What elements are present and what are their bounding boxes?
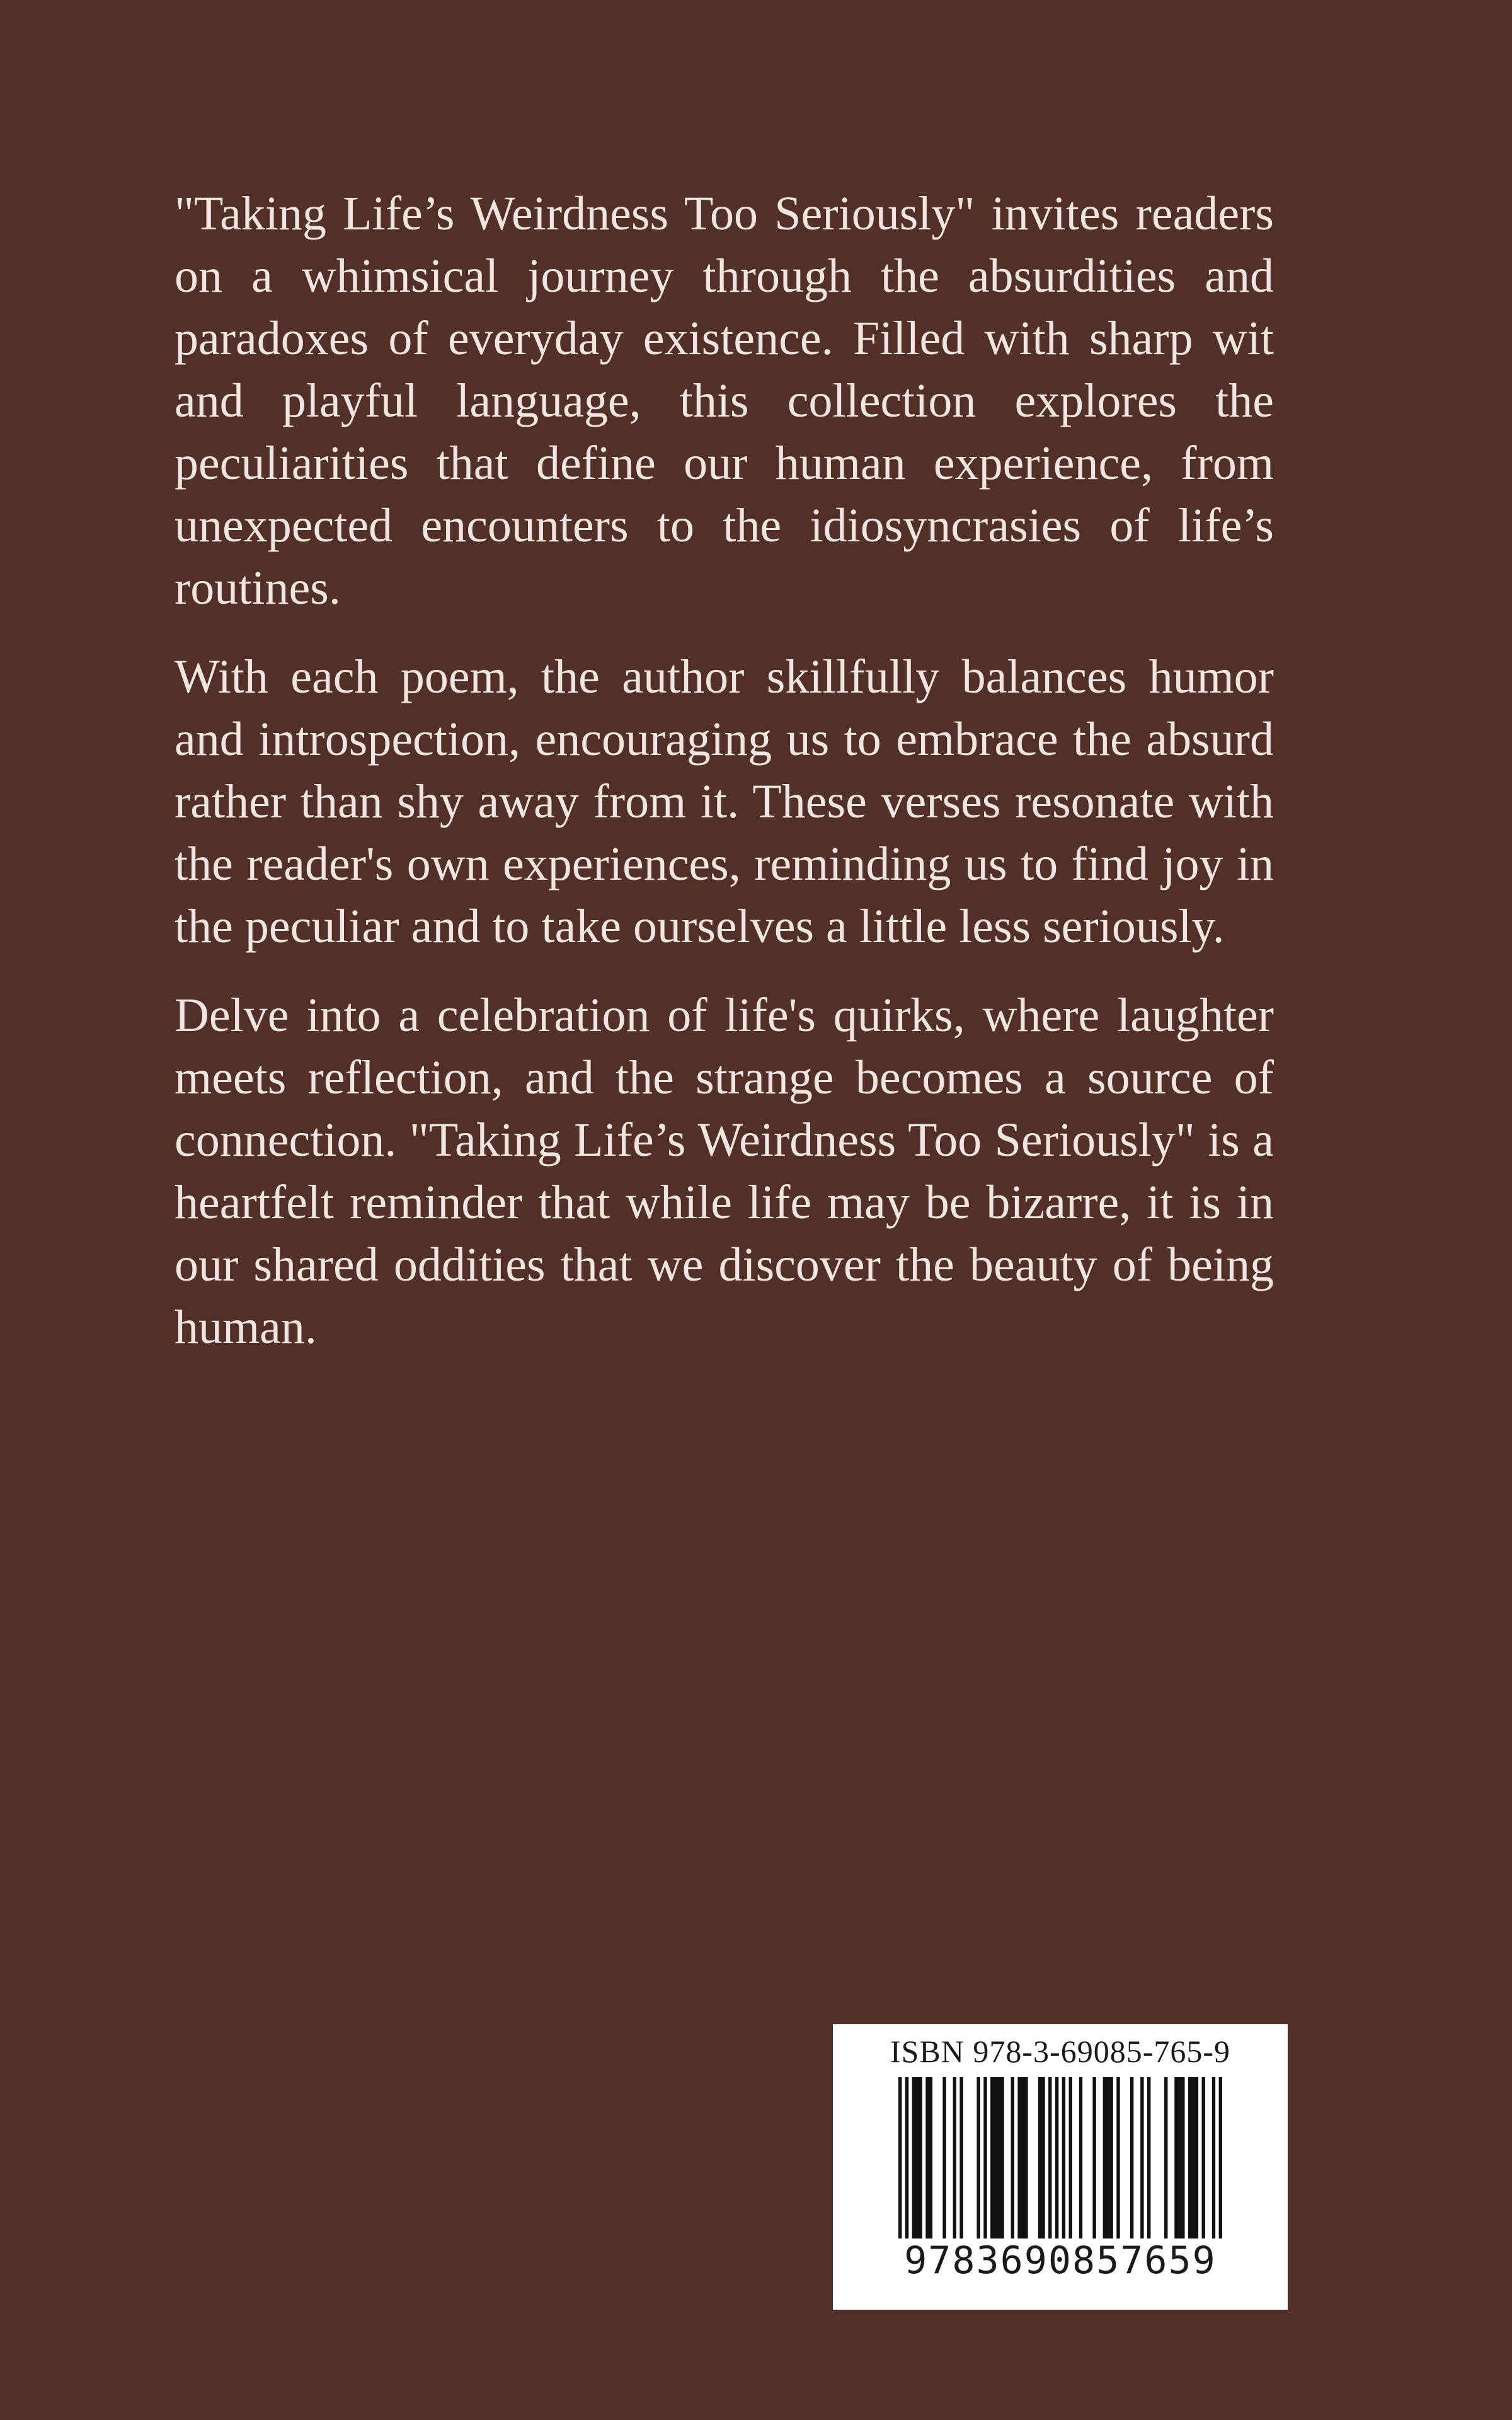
barcode-bar <box>1140 2077 1143 2238</box>
blurb-paragraph-3: Delve into a celebration of life's quirks, where laughter meets reflection, and the strange becomes a source of connection. "Taking Life’s Weirdness Too Seriously" is a heartfelt reminder that while life may be bizarre, it is in our shared oddities that we discover the beauty of being human. <box>175 989 1274 1354</box>
barcode-bar <box>976 2077 980 2238</box>
barcode-bar <box>959 2077 963 2238</box>
barcode-bars <box>898 2077 1222 2238</box>
barcode-bar <box>1048 2077 1051 2238</box>
barcode-bar <box>1079 2077 1082 2238</box>
book-blurb <box>175 183 1274 1385</box>
barcode-bar <box>1017 2077 1028 2238</box>
isbn-label: ISBN 978-3-69085-765-9 <box>890 2034 1231 2069</box>
barcode-bar <box>1011 2077 1014 2238</box>
ean-digits: 9783690857659 <box>904 2238 1217 2283</box>
isbn-barcode-box <box>833 2024 1288 2310</box>
barcode-bar <box>898 2077 902 2238</box>
barcode-bar <box>1164 2077 1167 2238</box>
barcode-bar <box>1103 2077 1113 2238</box>
blurb-paragraph-1: "Taking Life’s Weirdness Too Seriously" invites readers on a whimsical journey through the absurdities and paradoxes of everyday existence. Filled with sharp wit and playful language, this collection explores the peculiarities that define our human experience, from unexpected encounters to the idiosyncrasies of life’s routines. <box>175 187 1274 614</box>
barcode-bar <box>1212 2077 1215 2238</box>
barcode-bar <box>1147 2077 1150 2238</box>
barcode-bar <box>1130 2077 1133 2238</box>
barcode-bar <box>1188 2077 1198 2238</box>
barcode-bar <box>1219 2077 1222 2238</box>
barcode-bar <box>1038 2077 1045 2238</box>
barcode-bar <box>1055 2077 1058 2238</box>
barcode-bar <box>1069 2077 1072 2238</box>
barcode-bar <box>1092 2077 1096 2238</box>
barcode-bar <box>953 2077 956 2238</box>
barcode-bar <box>912 2077 922 2238</box>
barcode-bar <box>942 2077 946 2238</box>
barcode-bar <box>1174 2077 1184 2238</box>
barcode-bar <box>990 2077 1004 2238</box>
blurb-paragraph-2: With each poem, the author skillfully balances humor and introspection, encouraging us to embrace the absurd rather than shy away from it. These verses resonate with the reader's own experiences, reminding us to find joy in the peculiar and to take ourselves a little less seriously. <box>175 650 1274 953</box>
barcode-bar <box>1116 2077 1120 2238</box>
barcode-bar <box>905 2077 908 2238</box>
barcode-bar <box>925 2077 932 2238</box>
barcode-bar <box>1062 2077 1065 2238</box>
barcode-bar <box>1202 2077 1205 2238</box>
barcode-bar <box>983 2077 987 2238</box>
